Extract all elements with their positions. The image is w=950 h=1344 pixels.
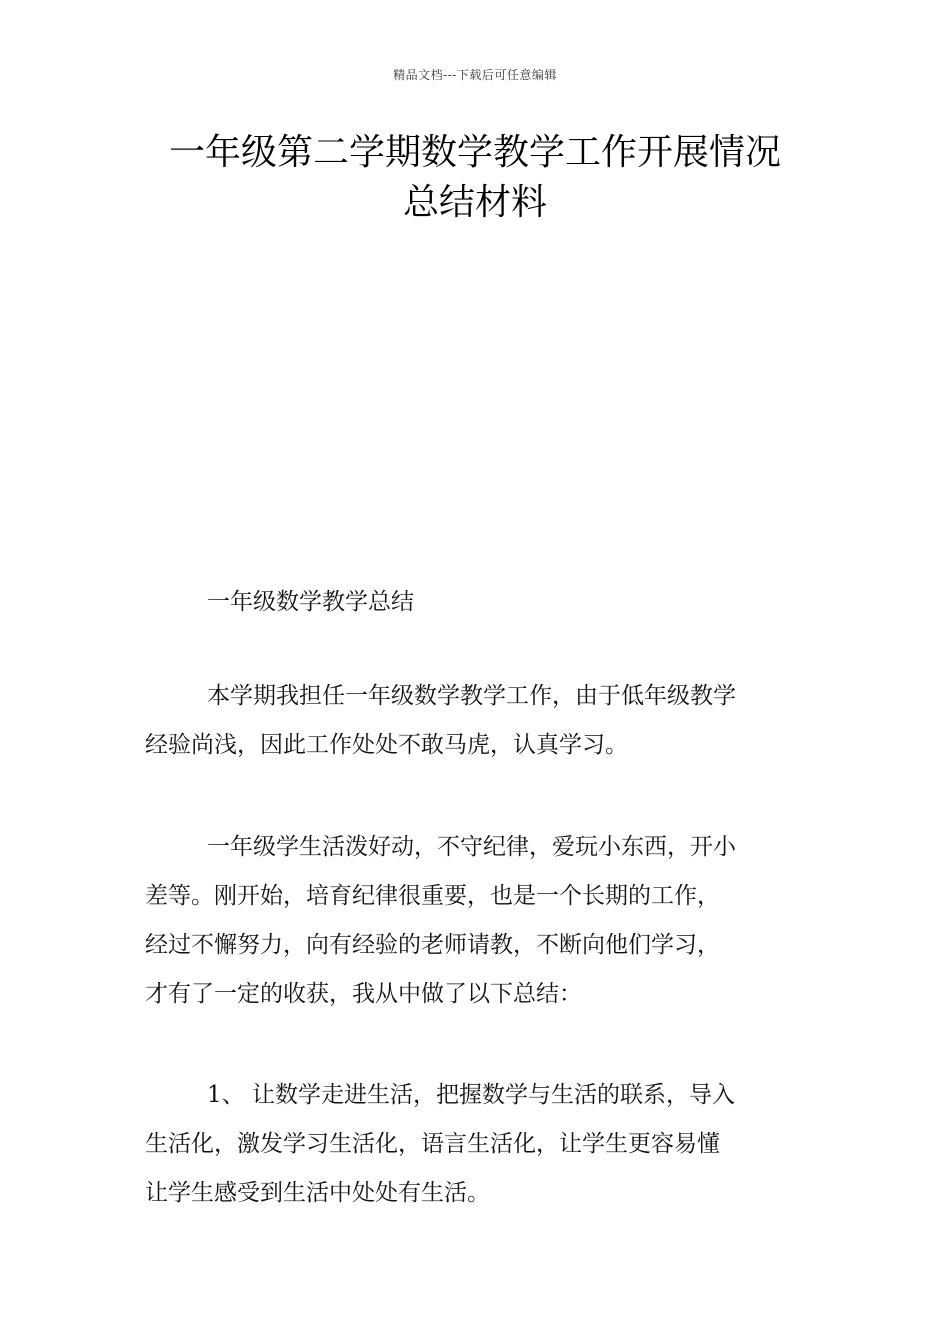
document-title [120, 128, 830, 228]
paragraph-2 [145, 823, 810, 1019]
section-heading [145, 578, 810, 627]
title-line-2: 总结材料 [402, 182, 547, 223]
paragraph-line: 生活化，激发学习生活化，语言生活化，让学生更容易懂 [145, 1131, 720, 1157]
paragraph-line: 经验尚浅，因此工作处处不敢马虎，认真学习。 [145, 732, 628, 758]
paragraph-1 [145, 672, 810, 770]
header-note: 精品文档---下载后可任意编辑 [393, 68, 557, 82]
paragraph-line: 本学期我担任一年级数学教学工作，由于低年级教学 [207, 683, 736, 709]
paragraph-line: 让学生感受到生活中处处有生活。 [145, 1180, 490, 1206]
section-heading-text: 一年级数学教学总结 [207, 589, 414, 615]
title-line-1: 一年级第二学期数学教学工作开展情况 [168, 132, 781, 173]
paragraph-line: 1、 让数学走进生活，把握数学与生活的联系，导入 [207, 1082, 735, 1108]
paragraph-line: 才有了一定的收获，我从中做了以下总结： [145, 981, 582, 1007]
paragraph-line: 经过不懈努力，向有经验的老师请教，不断向他们学习， [145, 932, 720, 958]
paragraph-3 [145, 1071, 810, 1218]
paragraph-line: 一年级学生活泼好动，不守纪律，爱玩小东西，开小 [207, 834, 736, 860]
paragraph-line: 差等。刚开始，培育纪律很重要，也是一个长期的工作， [145, 883, 720, 909]
